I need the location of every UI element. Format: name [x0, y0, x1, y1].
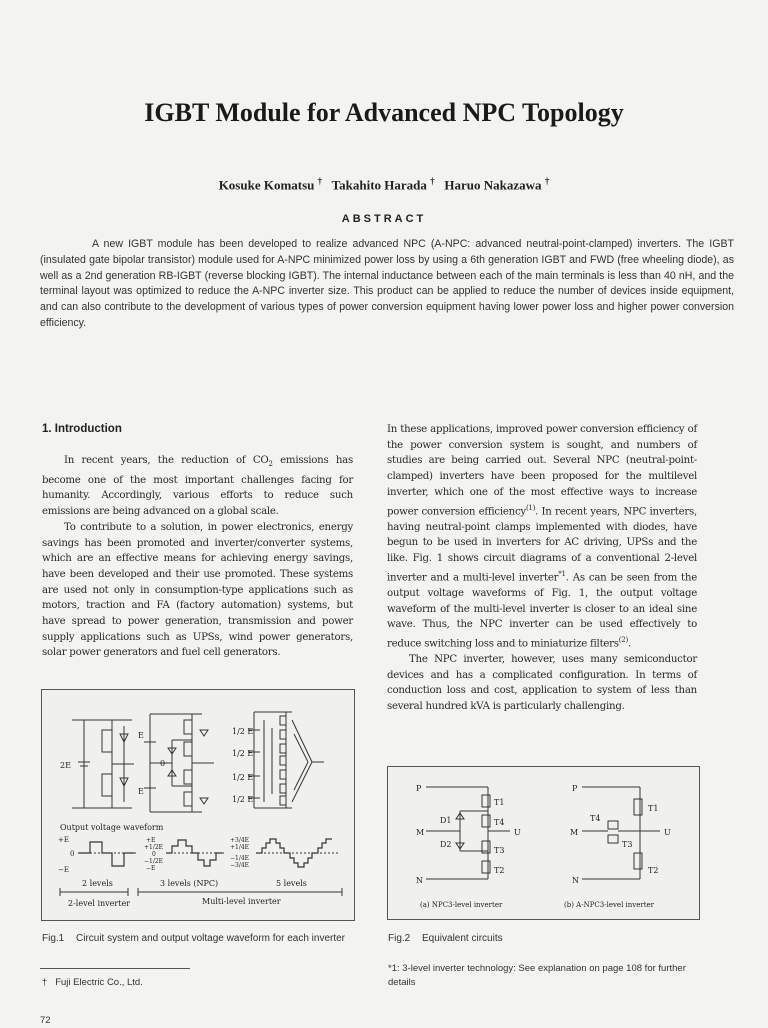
footnote-affiliation: † Fuji Electric Co., Ltd.	[42, 977, 143, 988]
output-waveform-label: Output voltage waveform	[60, 823, 164, 832]
half-voltage-label: 1/2 E	[232, 795, 254, 804]
figure-1-diagram	[42, 690, 354, 920]
footnote-explanation: *1: 3-level inverter technology: See explanation on page 108 for further details	[388, 963, 686, 988]
wave-label: +1/2E	[144, 844, 164, 851]
device-label: T2	[494, 866, 505, 875]
author-list	[0, 176, 768, 193]
terminal-m: M	[416, 828, 425, 837]
wave-label: −E	[146, 865, 156, 872]
abstract-heading: ABSTRACT	[341, 213, 427, 225]
paragraph: In these applications, improved power conversion efficiency of the power conversion system is sought, and numbers of studies are being carried out. Several NPC (neutral-point-clamped) inverters have been proposed for the multilevel inverter, which one of the most effective ways to increase power conversion efficiency$^{(1)}$. In recent years, NPC inverters, having neutral-point clamps implemented with diodes, have begun to be used in inverters for AC driving, UPSs and the like. Fig. 1 shows circuit diagrams of a conventional 2-level inverter and a multi-level inverter$^{*1}$. As can be seen from the output voltage waveforms of Fig. 1, the output voltage waveform of the multi-level inverter is closer to an ideal sine wave. Thus, the NPC inverter can be used effectively to reduce switching loss and to miniaturize filters$^{(2)}$.	[387, 424, 697, 650]
group-label: 2-level inverter	[68, 899, 131, 908]
voltage-label: E	[138, 787, 144, 796]
author-name: Kosuke Komatsu	[218, 177, 315, 193]
device-label: T2	[648, 866, 659, 875]
subfigure-b-label: (b) A-NPC3-level inverter	[564, 901, 655, 909]
figure-number: Fig.1	[42, 933, 65, 944]
figure-number: Fig.2	[388, 933, 411, 944]
device-label: D2	[440, 840, 452, 849]
device-label: T4	[494, 818, 505, 827]
section-heading: 1. Introduction	[42, 423, 122, 435]
terminal-n: N	[416, 876, 423, 885]
affiliation-mark: †	[544, 176, 550, 186]
device-label: T3	[494, 846, 505, 855]
device-label: D1	[440, 816, 452, 825]
paper-title: IGBT Module for Advanced NPC Topology	[144, 98, 624, 127]
wave-label: 0	[70, 850, 75, 858]
half-voltage-label: 1/2 E	[232, 749, 254, 758]
figure-2-caption	[388, 932, 698, 945]
wave-label: −1/2E	[144, 858, 164, 865]
page-number: 72	[40, 1015, 51, 1026]
footnote-rule	[40, 968, 190, 969]
wave-label: −3/4E	[230, 862, 250, 869]
right-column-text	[387, 422, 697, 715]
half-voltage-label: 1/2 E	[232, 727, 254, 736]
caption-text: Circuit system and output voltage waveform for each inverter	[76, 933, 346, 944]
device-label: T4	[590, 814, 601, 823]
terminal-n: N	[572, 876, 579, 885]
terminal-p: P	[416, 784, 422, 793]
level-label: 2 levels	[82, 879, 113, 888]
wave-label: +1/4E	[230, 844, 250, 851]
terminal-u: U	[664, 828, 671, 837]
device-label: T3	[622, 840, 633, 849]
paragraph: The NPC inverter, however, uses many semiconductor devices and has a complicated configuration. In terms of conduction loss and cost, application to system of less than several hundred kVA is particularly challenging.	[387, 654, 697, 713]
wave-label: +E	[58, 836, 69, 844]
terminal-m: M	[570, 828, 579, 837]
author-name: Haruo Nakazawa	[444, 177, 542, 193]
five-level-circuit	[248, 712, 324, 808]
terminal-p: P	[572, 784, 578, 793]
voltage-label: E	[138, 731, 144, 740]
terminal-u: U	[514, 828, 521, 837]
author-name: Takahito Harada	[331, 177, 427, 193]
device-label: T1	[648, 804, 659, 813]
three-level-circuit	[144, 714, 214, 812]
two-level-circuit	[72, 720, 134, 808]
caption-text: Equivalent circuits	[422, 933, 503, 944]
dc-voltage-label: 2E	[60, 761, 71, 770]
wave-label: +E	[146, 837, 156, 844]
zero-label: 0	[160, 759, 166, 768]
affiliation-mark: †	[430, 176, 435, 186]
figure-2	[387, 766, 700, 920]
figure-2-diagram	[388, 767, 699, 919]
abstract-text: A new IGBT module has been developed to realize advanced NPC (A-NPC: advanced neutral-point-clamped) inverters. The IGBT (insulated gate bipolar transistor) module used for A-NPC minimized power loss by using a 6th generation IGBT and FWD (free wheeling diode), as well as a 2nd generation RB-IGBT (reverse blocking IGBT). The internal inductance between each of the main terminals is less than 40 nH, and the terminal layout was optimized to reduce the A-NPC inverter size. This product can be applied to reduce the number of devices inside equipment, and can also contribute to the development of various types of power conversion equipment having lower power loss and higher power conversion efficiency.	[40, 238, 734, 329]
wave-label: +3/4E	[230, 837, 250, 844]
wave-label: 0	[152, 851, 156, 858]
figure-1	[41, 689, 355, 921]
affiliation-mark: †	[317, 176, 323, 186]
subfigure-a-label: (a) NPC3-level inverter	[420, 901, 503, 909]
wave-label: −1/4E	[230, 855, 250, 862]
group-label: Multi-level inverter	[202, 897, 281, 906]
level-label: 5 levels	[276, 879, 307, 888]
figure-1-caption	[42, 932, 352, 945]
level-label: 3 levels (NPC)	[160, 879, 219, 888]
left-column-text	[42, 453, 353, 661]
two-level-waveform	[78, 842, 134, 866]
device-label: T1	[494, 798, 505, 807]
wave-label: −E	[58, 866, 69, 874]
paragraph: In recent years, the reduction of $CO_2$ emissions has become one of the most important challenges facing for humanity. Accordingly, various efforts to reduce such emissions are being advanced on a global scale.	[42, 455, 353, 518]
half-voltage-label: 1/2 E	[232, 773, 254, 782]
paragraph: To contribute to a solution, in power electronics, energy savings has been promoted and inverter/converter systems, which are an effective means for achieving energy savings, have been developed and their use promoted. These systems are used not only in consumption-type applications such as motors, traction and FA (factory automation) systems, but have spread to power generation, transmission and power supply applications such as UPSs, wind power generators, solar power generators and fuel cell generators.	[42, 521, 353, 659]
